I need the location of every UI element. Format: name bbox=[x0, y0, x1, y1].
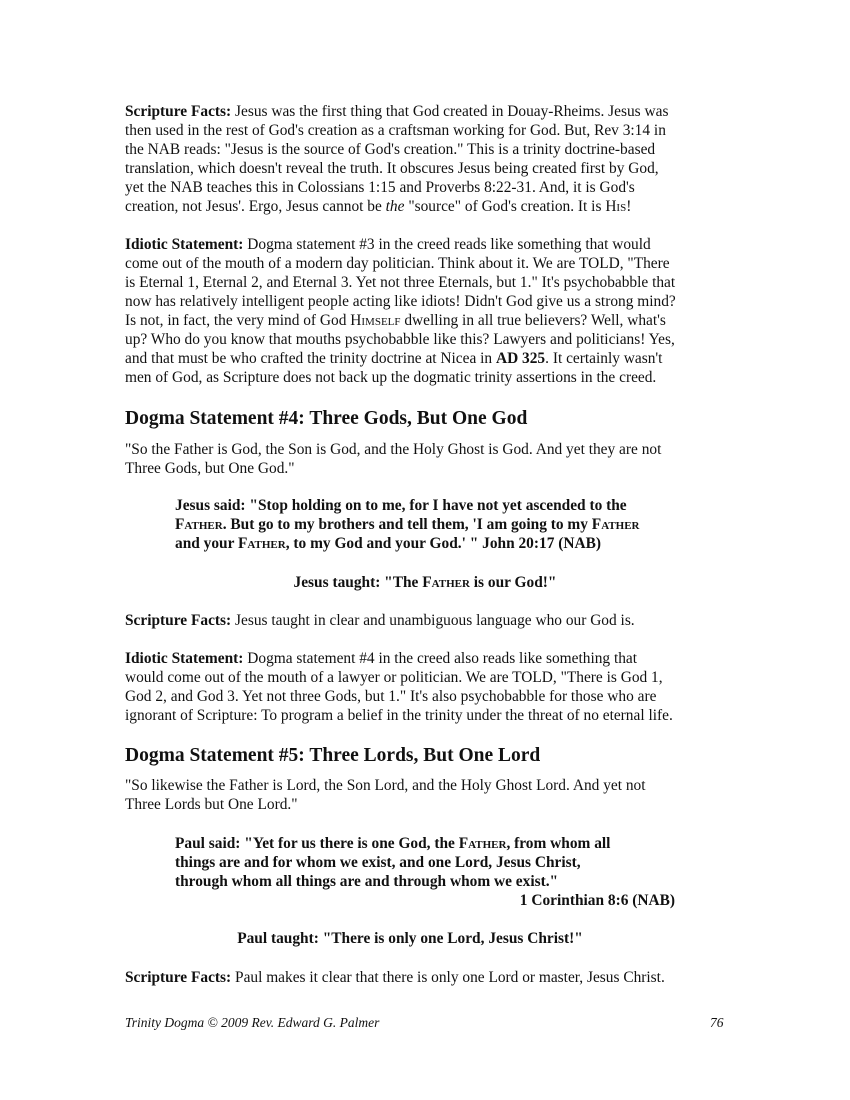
text-line: and that must be who crafted the trinity doctrine at Nicea in bbox=[125, 350, 496, 367]
scripture-quote-corinthians bbox=[175, 834, 695, 910]
text-line: come out of the mouth of a modern day politician. Think about it. We are TOLD, "There bbox=[125, 255, 670, 272]
scripture-facts-paragraph-2 bbox=[125, 611, 725, 630]
section-heading-dogma-5: Dogma Statement #5: Three Lords, But One Lord bbox=[125, 745, 541, 766]
section-heading-dogma-4: Dogma Statement #4: Three Gods, But One God bbox=[125, 408, 528, 429]
paragraph-label: Idiotic Statement: bbox=[125, 236, 244, 253]
text-line: ! bbox=[626, 198, 632, 215]
text-line: "So the Father is God, the Son is God, and the Holy Ghost is God. And yet they are not bbox=[125, 441, 662, 458]
bold-text: AD 325 bbox=[495, 350, 546, 367]
paragraph-label: Scripture Facts: bbox=[125, 612, 232, 629]
text-line: Three Gods, but One God." bbox=[125, 460, 295, 477]
text-line: Dogma statement #4 in the creed also reads like something that bbox=[243, 650, 638, 667]
text-line: then used in the rest of God's creation as a craftsman working for God. But, Rev 3:14 in bbox=[125, 122, 666, 139]
text-line: men of God, as Scripture does not back up the dogmatic trinity assertions in the creed. bbox=[125, 369, 657, 386]
text-line: Paul said: "Yet for us there is one God, the bbox=[175, 835, 459, 852]
text-line: dwelling in all true believers? Well, what's bbox=[400, 312, 666, 329]
text-line: yet the NAB teaches this in Colossians 1:15 and Proverbs 8:22-31. And, it is God's bbox=[125, 179, 635, 196]
text-line: , to my God and your God.' " John 20:17 (NAB) bbox=[285, 535, 601, 552]
text-line: now has relatively intelligent people acting like idiots! Didn't God give us a strong mind? bbox=[125, 293, 676, 310]
text-line: ignorant of Scripture: To program a belief in the trinity under the threat of no eternal life. bbox=[125, 707, 673, 724]
text-line: . It certainly wasn't bbox=[545, 350, 663, 367]
paragraph-label: Idiotic Statement: bbox=[125, 650, 244, 667]
scripture-quote-john bbox=[175, 496, 695, 553]
text-line: , from whom all bbox=[506, 835, 611, 852]
scripture-facts-paragraph-3 bbox=[125, 968, 725, 987]
text-line: things are and for whom we exist, and one Lord, Jesus Christ, bbox=[175, 854, 581, 871]
text-line: Jesus taught in clear and unambiguous language who our God is. bbox=[231, 612, 635, 629]
text-line: translation, which doesn't reveal the truth. It obscures Jesus being created first by God, bbox=[125, 160, 659, 177]
text-line: and your bbox=[175, 535, 239, 552]
text-line: Jesus said: "Stop holding on to me, for I have not yet ascended to the bbox=[175, 497, 627, 514]
text-line: Dogma statement #3 in the creed reads like something that would bbox=[243, 236, 651, 253]
text-line: creation, not Jesus'. Ergo, Jesus cannot be bbox=[125, 198, 386, 215]
small-caps-word: Father bbox=[458, 835, 507, 852]
text-line: Three Lords but One Lord." bbox=[125, 796, 298, 813]
citation: 1 Corinthian 8:6 (NAB) bbox=[519, 892, 675, 909]
text-line: God 2, and God 3. Yet not three Gods, but 1." It's also psychobabble for those who are bbox=[125, 688, 657, 705]
text-line: would come out of the mouth of a lawyer or politician. We are TOLD, "There is God 1, bbox=[125, 669, 663, 686]
small-caps-word: His bbox=[605, 198, 627, 215]
creed-quote-paragraph-4 bbox=[125, 440, 725, 478]
small-caps-word: Father bbox=[422, 574, 470, 591]
text-line: Jesus taught: "The bbox=[293, 574, 423, 591]
teaching-line-jesus bbox=[0, 574, 850, 592]
text-line: the NAB reads: "Jesus is the source of God's creation." This is a trinity doctrine-based bbox=[125, 141, 656, 158]
text-line: Jesus was the first thing that God created in Douay-Rheims. Jesus was bbox=[231, 103, 669, 120]
text-line: through whom all things are and through whom we exist." bbox=[175, 873, 559, 890]
small-caps-word: Himself bbox=[350, 312, 401, 329]
italic-word: the bbox=[385, 198, 405, 215]
text-line: Paul makes it clear that there is only one Lord or master, Jesus Christ. bbox=[231, 969, 665, 986]
text-line: Is not, in fact, the very mind of God bbox=[125, 312, 351, 329]
text-line: "source" of God's creation. It is bbox=[404, 198, 606, 215]
small-caps-word: Father bbox=[591, 516, 640, 533]
footer-title: Trinity Dogma © 2009 Rev. Edward G. Palmer bbox=[125, 1015, 380, 1030]
text-line: up? Who do you know that mouths psychobabble like this? Lawyers and politicians! Yes, bbox=[125, 331, 675, 348]
text-line: is our God!" bbox=[469, 574, 557, 591]
text-line: "So likewise the Father is Lord, the Son Lord, and the Holy Ghost Lord. And yet not bbox=[125, 777, 646, 794]
idiotic-statement-paragraph-2 bbox=[125, 649, 725, 725]
teaching-line-paul: Paul taught: "There is only one Lord, Jesus Christ!" bbox=[237, 930, 583, 947]
page-number: 76 bbox=[710, 1015, 724, 1030]
small-caps-word: Father bbox=[175, 516, 223, 533]
idiotic-statement-paragraph-1 bbox=[125, 235, 725, 387]
text-line: is Eternal 1, Eternal 2, and Eternal 3. Yet not three Eternals, but 1." It's psychobabble that bbox=[125, 274, 676, 291]
small-caps-word: Father bbox=[238, 535, 286, 552]
paragraph-label: Scripture Facts: bbox=[125, 969, 232, 986]
paragraph-label: Scripture Facts: bbox=[125, 103, 232, 120]
text-line: . But go to my brothers and tell them, 'I am going to my bbox=[222, 516, 592, 533]
creed-quote-paragraph-5 bbox=[125, 776, 725, 814]
scripture-facts-paragraph-1 bbox=[125, 102, 725, 216]
